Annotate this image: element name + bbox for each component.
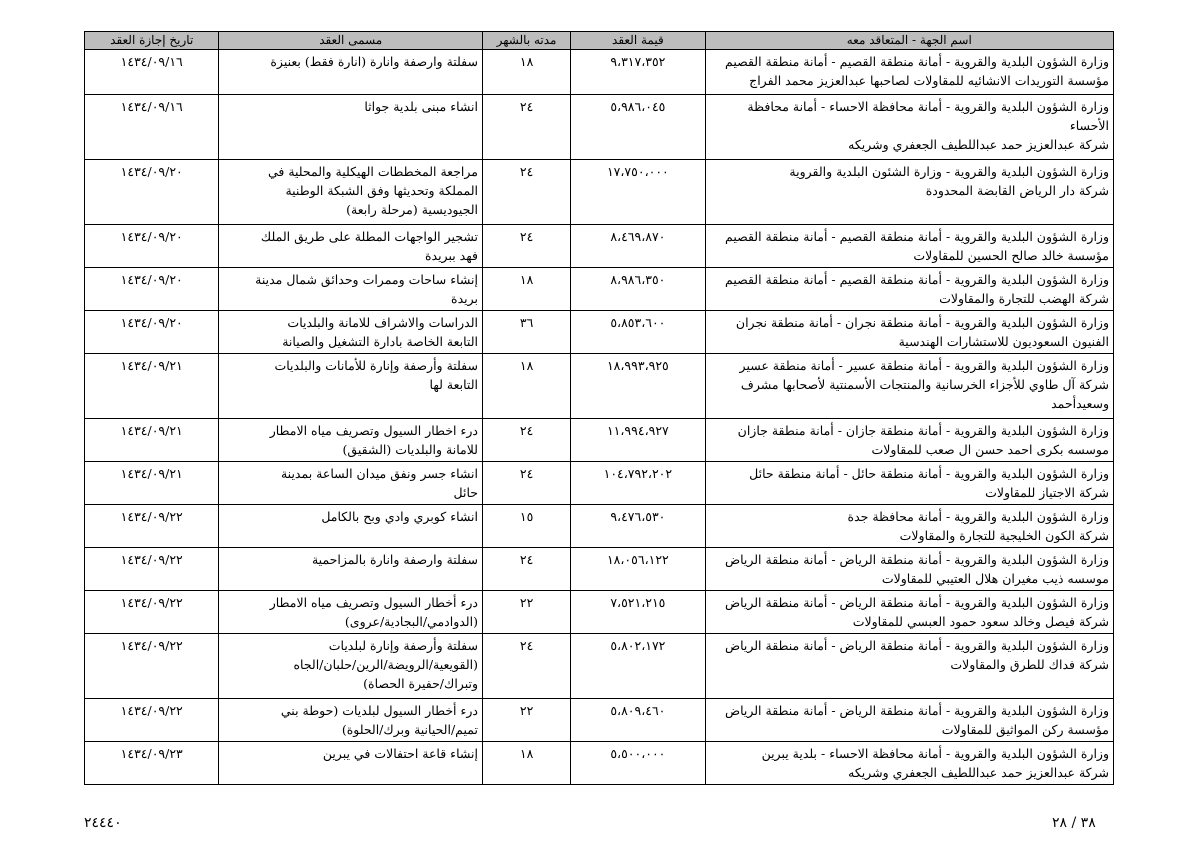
contract-name-line-1: انشاء جسر ونفق ميدان الساعة بمدينة [280,466,478,481]
table-row [85,591,1114,634]
contract-name-cell [219,634,483,699]
approval-date: ١٤٣٤/٠٩/٢١ [85,354,219,419]
entity-line-1: وزارة الشؤون البلدية والقروية - أمانة منطقة الرياض - أمانة منطقة الرياض [724,638,1109,653]
entity-cell [705,50,1113,95]
table-row [85,268,1114,311]
entity-line-1: وزارة الشؤون البلدية والقروية - أمانة منطقة الرياض - أمانة منطقة الرياض [724,703,1109,718]
entity-line-2: مؤسسة التوريدات الانشائيه للمقاولات لصاحبها عبدالعزيز محمد الفراج [749,73,1109,88]
contract-name-line-1: إنشاء ساحات وممرات وحدائق شمال مدينة [255,272,478,287]
table-row [85,95,1114,160]
contract-name-line-1: انشاء مبنى بلدية جواثا [364,99,478,114]
contract-value: ٥،٥٠٠،٠٠٠ [571,742,705,785]
contract-value: ٨،٩٨٦،٣٥٠ [571,268,705,311]
table-row [85,225,1114,268]
contract-name-cell [219,462,483,505]
contract-name-line-2: (القويعية/الرويضة/الرين/حلبان/الجاه [293,657,478,672]
header-entity: اسم الجهة - المتعاقد معه [705,32,1113,50]
table-row [85,634,1114,699]
contract-name-line-1: درء أخطار السيول وتصريف مياه الامطار [269,595,478,610]
contract-name-line-2: فهد ببريدة [424,248,478,263]
approval-date: ١٤٣٤/٠٩/٢٠ [85,311,219,354]
approval-date: ١٤٣٤/٠٩/٢١ [85,462,219,505]
contract-duration: ١٥ [482,505,570,548]
approval-date: ١٤٣٤/٠٩/٢٢ [85,591,219,634]
contract-name-line-2: التابعة لها [429,377,478,392]
contract-value: ٥،٩٨٦،٠٤٥ [571,95,705,160]
header-approval-date: تاريخ إجازة العقد [85,32,219,50]
contract-duration: ١٨ [482,268,570,311]
entity-line-2: موسسه بكرى احمد حسن ال صعب للمقاولات [871,442,1109,457]
contract-name-line-1: سفلتة وأرصفة وإنارة لبلديات [328,638,478,653]
entity-line-2: شركة فيصل وخالد سعود حمود العبسي للمقاولات [852,614,1109,629]
contract-value: ٩،٤٧٦،٥٣٠ [571,505,705,548]
entity-line-1: وزارة الشؤون البلدية والقروية - وزارة الشئون البلدية والقروية [789,164,1109,179]
contract-duration: ٣٦ [482,311,570,354]
table-header-row [85,32,1114,50]
entity-cell [705,311,1113,354]
contract-name-line-1: مراجعة المخططات الهيكلية والمحلية في [267,164,478,179]
contract-duration: ٢٤ [482,419,570,462]
entity-cell [705,699,1113,742]
contract-value: ١٠٤،٧٩٢،٢٠٢ [571,462,705,505]
contract-value: ٥،٨٠٢،١٧٢ [571,634,705,699]
contract-name-line-1: تشجير الواجهات المطلة على طريق الملك [260,229,478,244]
entity-line-1: وزارة الشؤون البلدية والقروية - أمانة منطقة الرياض - أمانة منطقة الرياض [724,552,1109,567]
contract-name-cell [219,742,483,785]
entity-line-1: وزارة الشؤون البلدية والقروية - أمانة محافظة جدة [847,509,1109,524]
contract-duration: ٢٤ [482,634,570,699]
contract-duration: ٢٤ [482,160,570,225]
entity-cell [705,505,1113,548]
table-row [85,699,1114,742]
entity-line-2: مؤسسة خالد صالح الحسين للمقاولات [913,248,1109,263]
page-number: ٣٨ / ٢٨ [1052,815,1096,831]
contract-name-line-3: الجيوديسية (مرحلة رابعة) [346,202,478,217]
contract-name-line-1: درء أخطار السيول لبلديات (حوطة بني [280,703,478,718]
contract-name-cell [219,225,483,268]
approval-date: ١٤٣٤/٠٩/٢٢ [85,634,219,699]
entity-line-1: وزارة الشؤون البلدية والقروية - أمانة محافظة الاحساء - بلدية يبرين [761,746,1109,761]
contract-value: ٩،٣١٧،٣٥٢ [571,50,705,95]
contract-name-line-2: التابعة الخاصة بادارة التشغيل والصيانة [282,334,478,349]
contract-name-cell [219,95,483,160]
contract-name-line-1: انشاء كوبري وادي وبح بالكامل [321,509,478,524]
entity-line-2: مؤسسة ركن المواثيق للمقاولات [941,722,1109,737]
contract-value: ١٨،٠٥٦،١٢٢ [571,548,705,591]
header-duration: مدته بالشهر [482,32,570,50]
contract-name-cell [219,268,483,311]
contract-name-line-2: للامانة والبلديات (الشقيق) [342,442,478,457]
contract-name-cell [219,505,483,548]
approval-date: ١٤٣٤/٠٩/٢٠ [85,225,219,268]
contract-value: ١٧،٧٥٠،٠٠٠ [571,160,705,225]
contract-name-line-2: المملكة وتحديثها وفق الشبكة الوطنية [285,183,478,198]
contract-name-line-1: درء اخطار السيول وتصريف مياه الامطار [269,423,478,438]
entity-line-1: وزارة الشؤون البلدية والقروية - أمانة منطقة القصيم - أمانة منطقة القصيم [725,272,1109,287]
entity-line-2: شركة الكون الخليجية للتجارة والمقاولات [899,528,1109,543]
contract-name-cell [219,419,483,462]
table-row [85,160,1114,225]
header-contract-name: مسمى العقد [219,32,483,50]
entity-cell [705,548,1113,591]
entity-line-1: وزارة الشؤون البلدية والقروية - أمانة منطقة القصيم - أمانة منطقة القصيم [725,229,1109,244]
contract-value: ٥،٨٥٣،٦٠٠ [571,311,705,354]
entity-line-1: وزارة الشؤون البلدية والقروية - أمانة محافظة الاحساء - أمانة محافظة [747,99,1109,114]
approval-date: ١٤٣٤/٠٩/١٦ [85,50,219,95]
entity-line-1: وزارة الشؤون البلدية والقروية - أمانة منطقة حائل - أمانة منطقة حائل [749,466,1109,481]
approval-date: ١٤٣٤/٠٩/١٦ [85,95,219,160]
approval-date: ١٤٣٤/٠٩/٢٢ [85,699,219,742]
table-row [85,354,1114,419]
approval-date: ١٤٣٤/٠٩/٢٠ [85,160,219,225]
table-row [85,311,1114,354]
entity-line-2: شركة فداك للطرق والمقاولات [950,657,1109,672]
entity-line-1: وزارة الشؤون البلدية والقروية - أمانة منطقة نجران - أمانة منطقة نجران [735,315,1109,330]
approval-date: ١٤٣٤/٠٩/٢٣ [85,742,219,785]
document-number: ٢٤٤٤٠ [84,815,122,831]
approval-date: ١٤٣٤/٠٩/٢٠ [85,268,219,311]
contract-name-line-2: (الدوادمي/البجادية/عروى) [344,614,478,629]
entity-cell [705,634,1113,699]
entity-line-1: وزارة الشؤون البلدية والقروية - أمانة منطقة جازان - أمانة منطقة جازان [737,423,1109,438]
contract-name-cell [219,548,483,591]
entity-cell [705,225,1113,268]
entity-cell [705,591,1113,634]
entity-line-2: الفنيون السعوديون للاستشارات الهندسية [898,334,1109,349]
contract-duration: ٢٤ [482,462,570,505]
entity-line-2: شركة دار الرياض القابضة المحدودة [925,183,1109,198]
entity-cell [705,742,1113,785]
table-row [85,742,1114,785]
contract-name-cell [219,311,483,354]
contract-duration: ٢٢ [482,591,570,634]
table-body [85,50,1114,785]
contracts-table [84,31,1114,785]
contract-duration: ١٨ [482,354,570,419]
table-row [85,50,1114,95]
contract-name-cell [219,160,483,225]
contract-value: ٧،٥٢١،٢١٥ [571,591,705,634]
header-value: قيمة العقد [571,32,705,50]
contract-name-line-1: إنشاء قاعة احتفالات في يبرين [322,746,478,761]
entity-line-2: شركة آل طاوي للأجزاء الخرسانية والمنتجات الأسمنتية لأصحابها مشرف [740,377,1109,392]
entity-line-2: موسسه ذيب مغيران هلال العتيبي للمقاولات [881,571,1109,586]
contract-duration: ٢٤ [482,225,570,268]
contract-name-line-2: تميم/الحيانية وبرك/الحلوة) [341,722,478,737]
contract-name-cell [219,354,483,419]
entity-line-1: وزارة الشؤون البلدية والقروية - أمانة منطقة الرياض - أمانة منطقة الرياض [724,595,1109,610]
contract-name-line-1: سفلتة وارصفة وانارة (انارة فقط) بعنيزة [270,54,478,69]
table-row [85,462,1114,505]
entity-cell [705,95,1113,160]
contract-duration: ١٨ [482,742,570,785]
contract-name-cell [219,591,483,634]
contract-name-cell [219,699,483,742]
entity-line-3: شركة عبدالعزيز حمد عبداللطيف الجعفري وشريكه [848,137,1109,152]
table-row [85,419,1114,462]
entity-line-2: شركة الاجتياز للمقاولات [985,485,1109,500]
table-row [85,548,1114,591]
contract-duration: ٢٤ [482,95,570,160]
contract-value: ١٨،٩٩٣،٩٢٥ [571,354,705,419]
contract-name-line-1: سفلتة وأرصفة وإنارة للأمانات والبلديات [274,358,478,373]
contract-duration: ١٨ [482,50,570,95]
contract-name-line-1: الدراسات والاشراف للامانة والبلديات [287,315,478,330]
entity-cell [705,462,1113,505]
entity-line-1: وزارة الشؤون البلدية والقروية - أمانة منطقة عسير - أمانة منطقة عسير [739,358,1109,373]
contract-name-line-2: حائل [453,485,478,500]
entity-line-2: الأحساء [1069,118,1109,133]
entity-line-2: شركة الهضب للتجارة والمقاولات [939,291,1109,306]
approval-date: ١٤٣٤/٠٩/٢١ [85,419,219,462]
contract-duration: ٢٤ [482,548,570,591]
entity-cell [705,160,1113,225]
entity-cell [705,354,1113,419]
contract-value: ٥،٨٠٩،٤٦٠ [571,699,705,742]
contract-name-line-3: وتبراك/حفيرة الحصاة) [363,676,478,691]
approval-date: ١٤٣٤/٠٩/٢٢ [85,548,219,591]
entity-cell [705,419,1113,462]
entity-line-3: وسعيدأحمد [1051,396,1109,411]
approval-date: ١٤٣٤/٠٩/٢٢ [85,505,219,548]
entity-line-1: وزارة الشؤون البلدية والقروية - أمانة منطقة القصيم - أمانة منطقة القصيم [725,54,1109,69]
table-row [85,505,1114,548]
entity-cell [705,268,1113,311]
contract-duration: ٢٢ [482,699,570,742]
contract-name-cell [219,50,483,95]
contract-name-line-2: بريدة [451,291,478,306]
entity-line-2: شركة عبدالعزيز حمد عبداللطيف الجعفري وشريكه [848,765,1109,780]
contract-value: ٨،٤٦٩،٨٧٠ [571,225,705,268]
contract-name-line-1: سفلتة وارصفة وانارة بالمزاحمية [311,552,478,567]
contract-value: ١١،٩٩٤،٩٢٧ [571,419,705,462]
